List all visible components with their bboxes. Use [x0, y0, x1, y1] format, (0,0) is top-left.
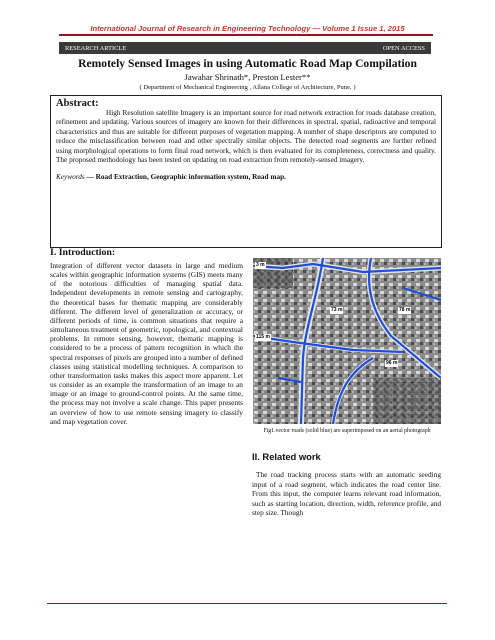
header-divider	[59, 34, 433, 36]
introduction-text: Integration of different vector datasets in large and medium scales within geographic information systems (GIS) meets many of the notorious difficulties of managing spatial data. Independent developments in remote sensing and cartography, the theoretical bases for thematic mapping are considerably different. The different level of generalization or accuracy, or different periods of time, is common situations that require a simultaneous treatment of geometric, topological, and contextual problems. In remote sensing, however, thematic mapping is considered to be a process of pattern recognition in which the spectral responses of pixels are grouped into a number of defined classes using statistical modelling techniques. A comparison to other transformation tasks makes this aspect more apparent. Let us consider as an example the transformation of an image to an image or an image to ground-control points. At the same time, the process may not involve a scale change. This paper presents an overview of how to use remote sensing imagery to classify and map vegetation cover.	[50, 261, 243, 426]
paper-title: Remotely Sensed Images in using Automatic Road Map Compilation	[78, 57, 417, 70]
authors: Jawahar Shrinath*, Preston Lester**	[184, 72, 311, 82]
introduction-heading: I. Introduction:	[50, 247, 116, 258]
journal-header: International Journal of Research in Engineering Technology — Volume 1 Issue 1, 2015	[90, 24, 405, 33]
related-work-heading: II. Related work	[252, 451, 321, 462]
distance-label: 96 m	[386, 360, 398, 366]
figure-caption: Fig1.vector roads (solid blue) are superimposed on an aerial photograph	[263, 428, 431, 434]
distance-label: 3 m	[256, 262, 265, 268]
aerial-photograph	[253, 258, 441, 424]
keywords-label: Keywords	[56, 173, 85, 182]
affiliation: ( Department of Mechanical Engineering , Allana College of Architecture, Pune. )	[139, 84, 356, 91]
keywords-value: — Road Extraction, Geographic information system, Road map.	[86, 173, 286, 182]
distance-label: 73 m	[331, 307, 343, 313]
access-label: OPEN ACCESS	[382, 44, 425, 52]
keywords	[56, 173, 436, 181]
abstract-heading: Abstract:	[56, 98, 99, 109]
distance-label: 115 m	[256, 334, 270, 340]
introduction-section	[50, 247, 243, 426]
abstract-box	[50, 95, 442, 248]
related-work-text: The road tracking process starts with an automatic seeding input of a road segment, which indicates the road center line. From this input, the computer learns relevant road information, such as starting location, direction, width, reference profile, and step size. Though	[252, 470, 441, 518]
footer-divider	[47, 603, 447, 604]
abstract-text: High Resolution satellite Imagery is an important source for road network extraction for roads database creation, refinement and updating. Various sources of imagery are known for their differences in spectral, spatial, radioactive and temporal characteristics and thus are suitable for different purposes of vegetation mapping. A number of shape descriptors are computed to reduce the misclassification between road and other spectrally similar objects. The detected road segments are further refined using morphological operations to form final road network, which is then evaluated for its completeness, correctness and quality. The proposed methodology has been tested on updating on road extraction from remotely-sensed imagery.	[56, 109, 436, 165]
aerial-image-svg	[253, 258, 441, 424]
article-banner	[59, 42, 431, 54]
article-type: RESEARCH ARTICLE	[65, 44, 127, 52]
distance-label: 78 m	[399, 307, 411, 313]
